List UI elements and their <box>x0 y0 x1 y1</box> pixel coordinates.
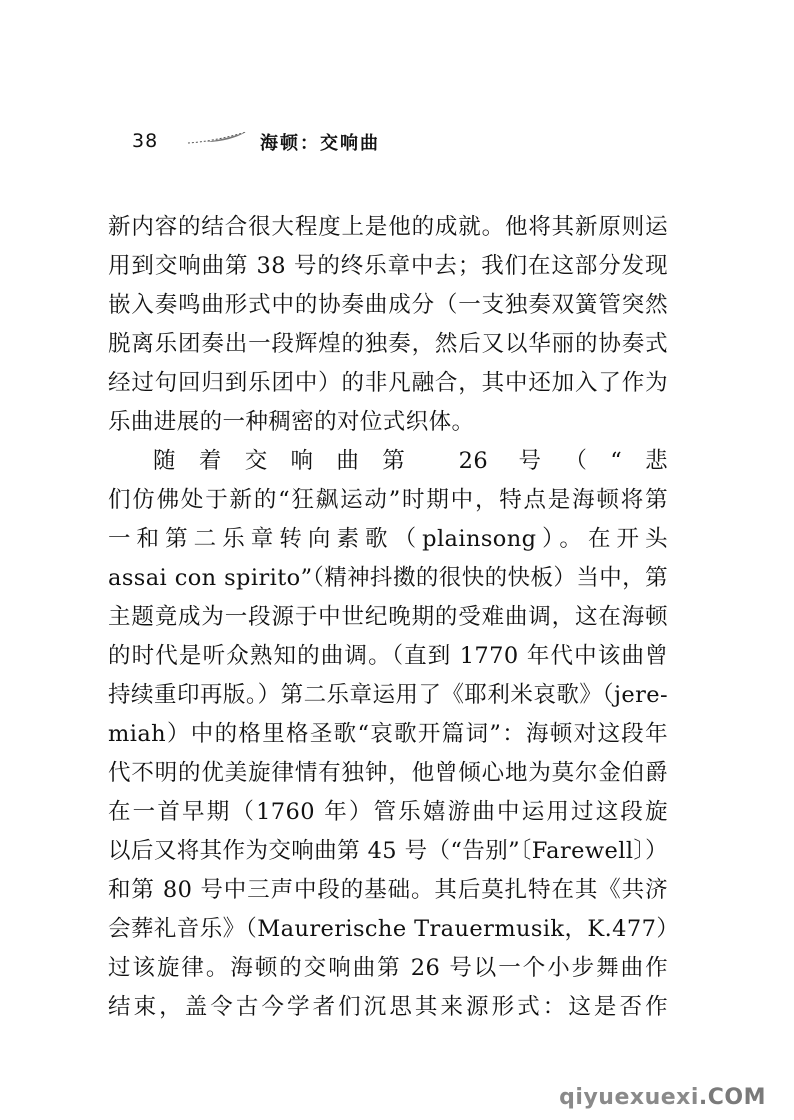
text-line: 嵌入奏鸣曲形式中的协奏曲成分（一支独奏双簧管突然 <box>108 292 668 318</box>
text-line: 会葬礼音乐》（Maurerische Trauermusik，K.477） <box>108 916 668 942</box>
feather-ornament-icon <box>186 130 248 146</box>
text-line: 主题竟成为一段源于中世纪晚期的受难曲调，这在海顿 <box>108 604 668 630</box>
text-line: miah）中的格里格圣歌“哀歌开篇词”：海顿对这段年 <box>108 721 668 747</box>
text-line: 结束，盖令古今学者们沉思其来源形式：这是否作 <box>108 994 668 1020</box>
watermark-text: qiyuexuexi <box>559 1085 699 1110</box>
text-line: 乐曲进展的一种稠密的对位式织体。 <box>108 409 475 435</box>
text-line: 用到交响曲第 38 号的终乐章中去；我们在这部分发现 <box>108 253 668 279</box>
text-line: 随着交响曲第 26 号（“悲 <box>153 448 668 474</box>
text-line: 和第 80 号中三声中段的基础。其后莫扎特在其《共济 <box>108 877 668 903</box>
text-line: 经过句回归到乐团中）的非凡融合，其中还加入了作为 <box>108 370 668 396</box>
text-line: 脱离乐团奏出一段辉煌的独奏，然后又以华丽的协奏式 <box>108 331 668 357</box>
text-line: 持续重印再版。）第二乐章运用了《耶利米哀歌》（jere- <box>108 682 668 708</box>
paragraph-2 <box>108 442 668 1027</box>
text-line: 在一首早期（1760 年）管乐嬉游曲中运用过这段旋 <box>108 799 668 825</box>
text-line: 的时代是听众熟知的曲调。（直到 1770 年代中该曲曾 <box>108 643 668 669</box>
text-line: 们仿佛处于新的“狂飙运动”时期中，特点是海顿将第 <box>108 487 668 513</box>
page-number: 38 <box>132 130 159 152</box>
text-line: 代不明的优美旋律情有独钟，他曾倾心地为莫尔金伯爵 <box>108 760 668 786</box>
running-title: 海顿：交响曲 <box>260 133 380 154</box>
body-text <box>108 208 668 1027</box>
watermark-domain: .COM <box>698 1085 766 1110</box>
text-line: 过该旋律。海顿的交响曲第 26 号以一个小步舞曲作 <box>108 955 668 981</box>
page-header <box>132 126 652 160</box>
paragraph-1 <box>108 208 668 442</box>
text-line: 以后又将其作为交响曲第 45 号（“告别”〔Farewell〕） <box>108 838 668 864</box>
text-line: assai con spirito”（精神抖擞的很快的快板）当中，第 <box>108 565 668 591</box>
text-line: 新内容的结合很大程度上是他的成就。他将其新原则运 <box>108 214 668 240</box>
site-watermark <box>559 1085 766 1110</box>
text-line: 一和第二乐章转向素歌（plainsong）。在开头 <box>108 526 668 552</box>
